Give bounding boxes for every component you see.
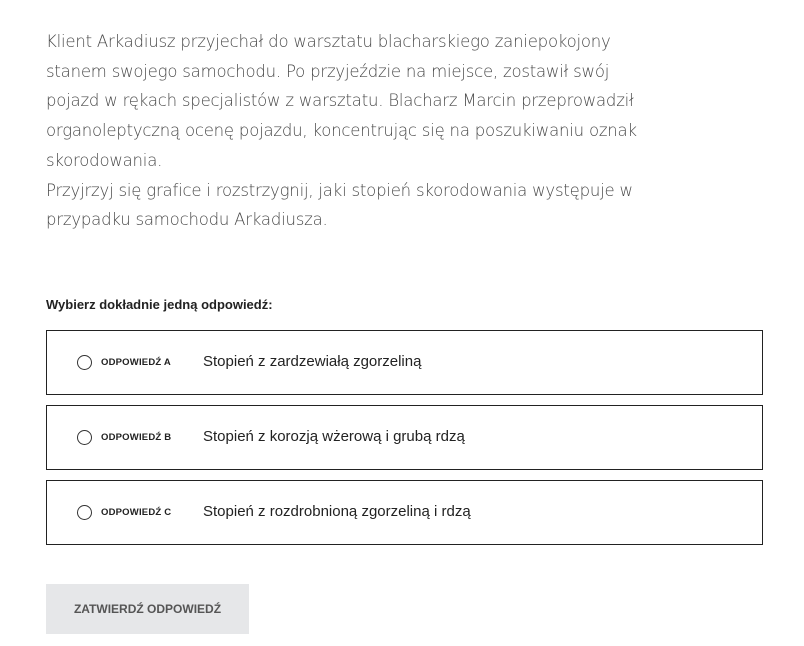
answer-option-b[interactable] [46, 405, 763, 470]
answer-option-a[interactable] [46, 330, 763, 395]
answer-option-c[interactable] [46, 480, 763, 545]
option-text: Stopień z korozją wżerową i grubą rdzą [203, 428, 465, 445]
option-label: ODPOWIEDŹ C [101, 507, 172, 518]
question-line: Klient Arkadiusz przyjechał do warsztatu blacharskiego zaniepokojony [46, 32, 611, 51]
question-line: Przyjrzyj się grafice i rozstrzygnij, jaki stopień skorodowania występuje w [46, 180, 633, 200]
question-line: przypadku samochodu Arkadiusza. [46, 210, 328, 230]
radio-icon[interactable] [77, 505, 92, 520]
answer-prompt: Wybierz dokładnie jedną odpowiedź: [46, 297, 273, 312]
option-label: ODPOWIEDŹ A [101, 357, 171, 368]
option-label: ODPOWIEDŹ B [101, 432, 172, 443]
question-line: skorodowania. [46, 150, 163, 170]
option-text: Stopień z rozdrobnioną zgorzeliną i rdzą [203, 503, 471, 520]
radio-icon[interactable] [77, 430, 92, 445]
submit-answer-button[interactable]: ZATWIERDŹ ODPOWIEDŹ [46, 584, 249, 634]
question-line: stanem swojego samochodu. Po przyjeździe na miejsce, zostawił swój [46, 61, 610, 81]
question-line: pojazd w rękach specjalistów z warsztatu. Blacharz Marcin przeprowadził [46, 91, 634, 111]
question-text [46, 27, 746, 235]
question-line: organoleptyczną ocenę pojazdu, koncentrując się na poszukiwaniu oznak [46, 121, 637, 141]
radio-icon[interactable] [77, 355, 92, 370]
option-text: Stopień z zardzewiałą zgorzeliną [203, 353, 422, 370]
